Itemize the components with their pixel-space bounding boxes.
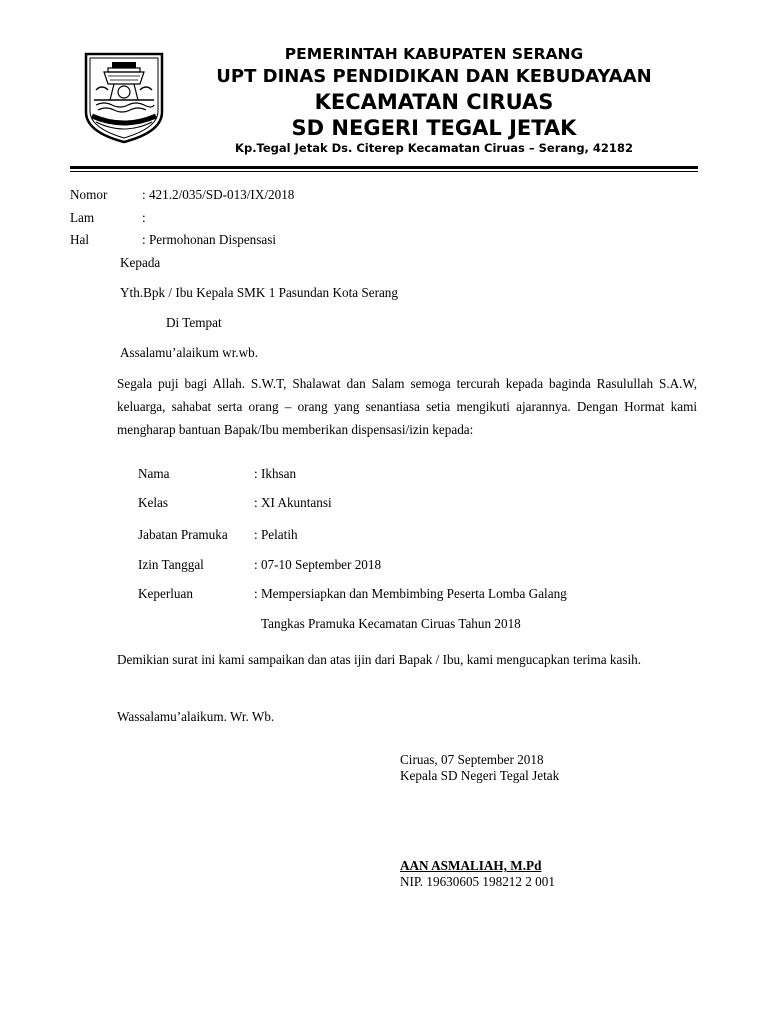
detail-label-keperluan: Keperluan	[138, 586, 193, 601]
farewell: Wassalamu’alaikum. Wr. Wb.	[117, 709, 275, 724]
detail-value-kelas: : XI Akuntansi	[254, 495, 332, 510]
recipient-kepada: Kepada	[120, 255, 161, 270]
meta-value-lampiran: :	[142, 210, 146, 225]
detail-value-jabatan: : Pelatih	[254, 527, 298, 542]
detail-value-keperluan: : Mempersiapkan dan Membimbing Peserta Lomba Galang	[254, 586, 567, 601]
signature-nip: NIP. 19630605 198212 2 001	[400, 874, 555, 889]
detail-label-nama: Nama	[138, 466, 170, 481]
signature-place-date: Ciruas, 07 September 2018	[400, 752, 544, 767]
letterhead-divider-thin	[70, 171, 698, 172]
signature-position: Kepala SD Negeri Tegal Jetak	[400, 768, 560, 783]
detail-label-jabatan: Jabatan Pramuka	[138, 527, 228, 542]
meta-label-hal: Hal	[70, 232, 90, 247]
recipient-place: Di Tempat	[166, 315, 222, 330]
letterhead-department: UPT DINAS PENDIDIKAN DAN KEBUDAYAAN	[216, 66, 652, 87]
detail-value-keperluan-cont: Tangkas Pramuka Kecamatan Ciruas Tahun 2018	[261, 616, 521, 631]
detail-value-izin: : 07-10 September 2018	[254, 557, 382, 572]
meta-value-nomor: : 421.2/035/SD-013/IX/2018	[142, 187, 295, 202]
detail-value-nama: : Ikhsan	[254, 466, 297, 481]
meta-label-lampiran: Lam	[70, 210, 95, 225]
opening-paragraph: Segala puji bagi Allah. S.W.T, Shalawat dan Salam semoga tercurah kepada baginda Rasulullah S.A.W, keluarga, sahabat serta orang – orang yang senantiasa setia mengikuti ajarannya. Dengan Hormat kami mengharap bantuan Bapak/Ibu memberikan dispensasi/izin kepada:	[117, 376, 697, 437]
letterhead-government: PEMERINTAH KABUPATEN SERANG	[284, 45, 584, 63]
letterhead-school: SD NEGERI TEGAL JETAK	[291, 116, 577, 140]
closing-paragraph: Demikian surat ini kami sampaikan dan atas ijin dari Bapak / Ibu, kami mengucapkan terima kasih.	[117, 652, 642, 667]
letterhead-district: KECAMATAN CIRUAS	[314, 90, 554, 114]
detail-label-kelas: Kelas	[138, 495, 169, 510]
signature-name: AAN ASMALIAH, M.Pd	[400, 858, 542, 873]
letterhead-address: Kp.Tegal Jetak Ds. Citerep Kecamatan Ciruas – Serang, 42182	[235, 141, 633, 155]
letterhead-divider	[70, 166, 698, 169]
meta-label-nomor: Nomor	[70, 187, 108, 202]
detail-label-izin: Izin Tanggal	[138, 557, 204, 572]
greeting: Assalamu’alaikum wr.wb.	[120, 345, 259, 360]
recipient-to: Yth.Bpk / Ibu Kepala SMK 1 Pasundan Kota Serang	[120, 285, 398, 300]
meta-value-hal: : Permohonan Dispensasi	[142, 232, 277, 247]
